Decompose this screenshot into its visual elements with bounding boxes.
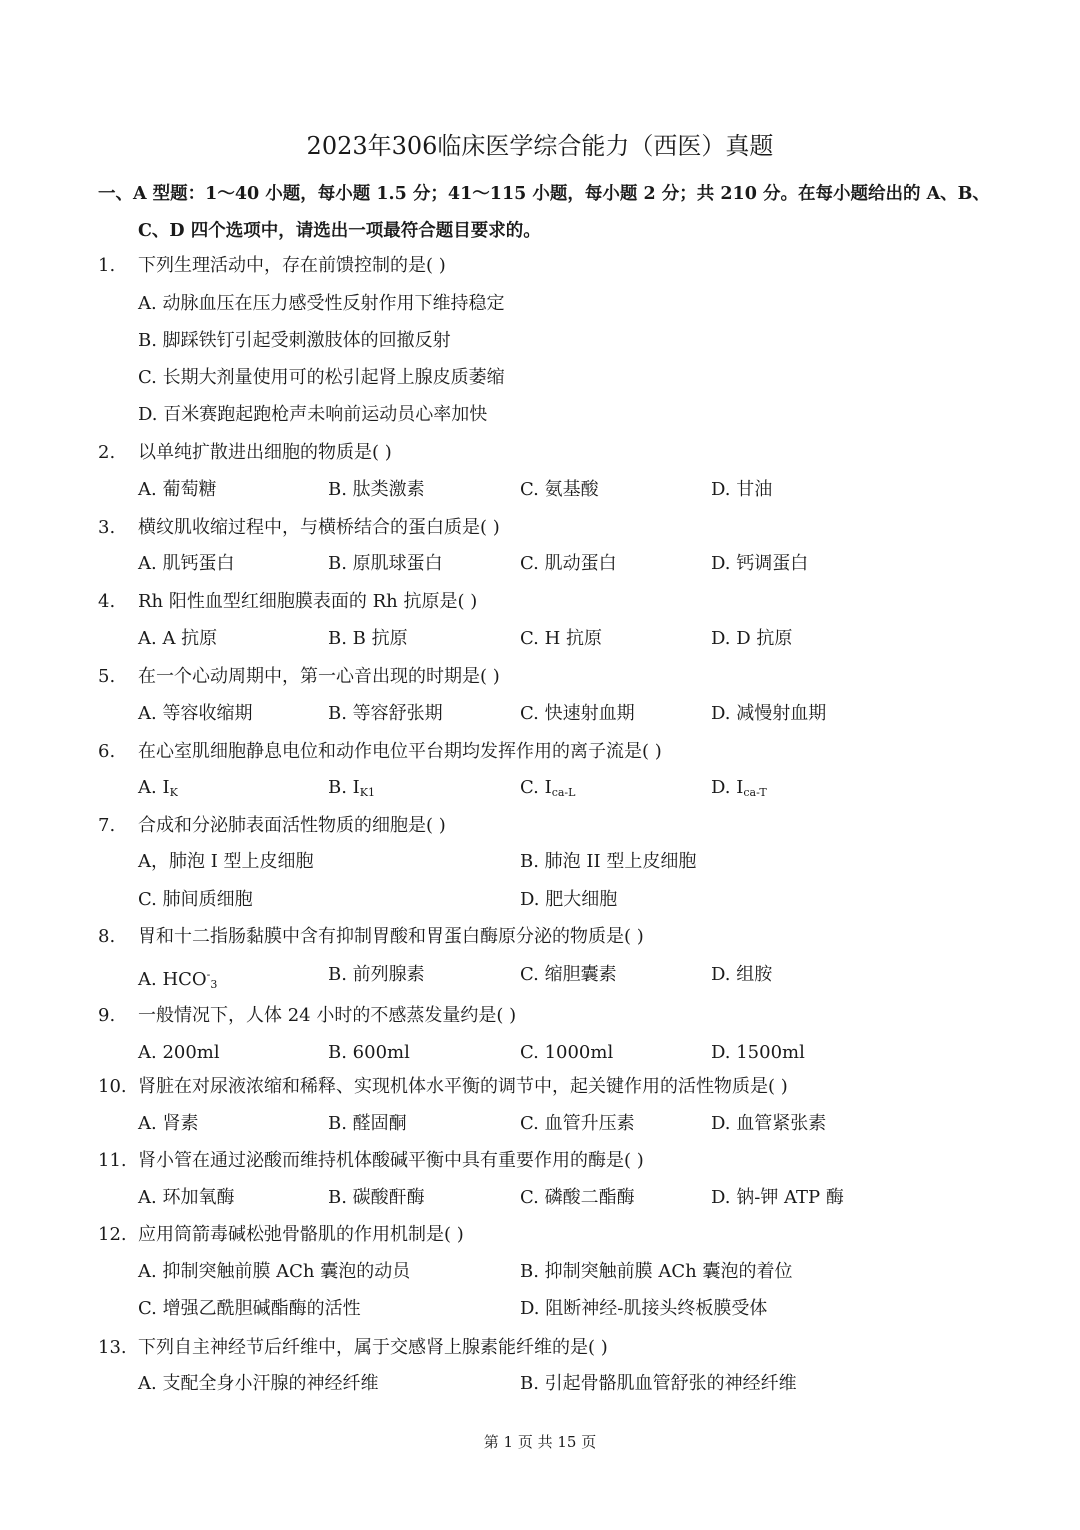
answer-option xyxy=(328,770,375,811)
answer-option: B. 碳酸酐酶 xyxy=(328,1187,425,1208)
option-text: D. I xyxy=(711,777,744,798)
answer-option: B. B 抗原 xyxy=(328,628,408,649)
options-row xyxy=(0,621,1080,657)
answer-option: D. 钠-钾 ATP 酶 xyxy=(711,1187,844,1208)
question-text: 肾小管在通过泌酸而维持机体酸碱平衡中具有重要作用的酶是( ) xyxy=(138,1150,644,1171)
answer-option: B. 醛固酮 xyxy=(328,1113,407,1134)
answer-option: C. 肌动蛋白 xyxy=(520,553,617,574)
options-row xyxy=(0,1106,1080,1142)
answer-option: A. 肌钙蛋白 xyxy=(138,553,235,574)
answer-option: B. 原肌球蛋白 xyxy=(328,553,443,574)
question-number: 7. xyxy=(98,815,116,836)
question-number: 12. xyxy=(98,1224,127,1245)
answer-option: C. 缩胆囊素 xyxy=(520,964,617,985)
answer-option: A. 环加氧酶 xyxy=(138,1187,235,1208)
answer-option xyxy=(520,770,575,811)
question-text: 合成和分泌肺表面活性物质的细胞是( ) xyxy=(138,815,446,836)
answer-option: B. 前列腺素 xyxy=(328,964,425,985)
option-subscript: K xyxy=(169,786,178,799)
question-text: 肾脏在对尿液浓缩和稀释、实现机体水平衡的调节中，起关键作用的活性物质是( ) xyxy=(138,1076,788,1097)
answer-option: A. 葡萄糖 xyxy=(138,479,217,500)
question-number: 9. xyxy=(98,1005,116,1026)
options-row xyxy=(0,696,1080,732)
option-text: A. HCO xyxy=(138,969,207,990)
question-number: 4. xyxy=(98,591,116,612)
question-number: 13. xyxy=(98,1337,127,1358)
option-superscript: - xyxy=(206,968,211,981)
question-text: 以单纯扩散进出细胞的物质是( ) xyxy=(138,442,392,463)
options-row xyxy=(0,844,1080,880)
options-row xyxy=(0,1180,1080,1216)
answer-option: B. 抑制突触前膜 ACh 囊泡的着位 xyxy=(520,1261,793,1282)
answer-option: D. 1500ml xyxy=(711,1042,805,1063)
options-row xyxy=(0,546,1080,582)
question-text: 胃和十二指肠黏膜中含有抑制胃酸和胃蛋白酶原分泌的物质是( ) xyxy=(138,926,644,947)
answer-option: B. 肺泡 II 型上皮细胞 xyxy=(520,851,697,872)
answer-option xyxy=(138,957,217,1003)
answer-option: D. 钙调蛋白 xyxy=(711,553,809,574)
answer-option: A. A 抗原 xyxy=(138,628,218,649)
options-row xyxy=(0,360,1080,396)
question-number: 8. xyxy=(98,926,116,947)
answer-option: C. 血管升压素 xyxy=(520,1113,635,1134)
answer-option: D. 阻断神经-肌接头终板膜受体 xyxy=(520,1298,768,1319)
section-instructions-line1: 一、A 型题：1～40 小题，每小题 1.5 分；41～115 小题，每小题 2 分；共 210 分。在每小题给出的 A、B、 xyxy=(98,184,990,204)
question-number: 2. xyxy=(98,442,116,463)
answer-option: D. 百米赛跑起跑枪声未响前运动员心率加快 xyxy=(138,404,488,425)
options-row xyxy=(0,882,1080,918)
option-text: B. I xyxy=(328,777,360,798)
question-number: 1. xyxy=(98,255,116,276)
page-title: 2023年306临床医学综合能力（西医）真题 xyxy=(306,132,774,160)
option-subscript: 3 xyxy=(210,978,218,991)
question-number: 11. xyxy=(98,1150,127,1171)
question-number: 10. xyxy=(98,1076,127,1097)
options-row xyxy=(0,286,1080,322)
options-row xyxy=(0,323,1080,359)
answer-option: D. 血管紧张素 xyxy=(711,1113,827,1134)
options-row xyxy=(0,1291,1080,1327)
options-row xyxy=(0,1366,1080,1402)
option-subscript: K1 xyxy=(359,786,375,799)
options-row xyxy=(0,1035,1080,1071)
answer-option: B. 引起骨骼肌血管舒张的神经纤维 xyxy=(520,1373,797,1394)
option-text: A. I xyxy=(138,777,170,798)
question-text: 在一个心动周期中，第一心音出现的时期是( ) xyxy=(138,666,500,687)
answer-option: A，肺泡 I 型上皮细胞 xyxy=(138,851,314,872)
answer-option: C. 磷酸二酯酶 xyxy=(520,1187,635,1208)
page-footer: 第 1 页 共 15 页 xyxy=(483,1433,597,1451)
answer-option: C. 肺间质细胞 xyxy=(138,889,253,910)
answer-option: A. 200ml xyxy=(138,1042,220,1063)
option-text: C. I xyxy=(520,777,552,798)
options-row xyxy=(0,1254,1080,1290)
answer-option: B. 600ml xyxy=(328,1042,410,1063)
answer-option: A. 等容收缩期 xyxy=(138,703,253,724)
answer-option: C. 快速射血期 xyxy=(520,703,635,724)
answer-option xyxy=(711,770,767,811)
answer-option: C. 长期大剂量使用可的松引起肾上腺皮质萎缩 xyxy=(138,367,505,388)
question-text: 下列自主神经节后纤维中，属于交感肾上腺素能纤维的是( ) xyxy=(138,1337,608,1358)
question-number: 3. xyxy=(98,517,116,538)
answer-option: C. 增强乙酰胆碱酯酶的活性 xyxy=(138,1298,361,1319)
answer-option: A. 支配全身小汗腺的神经纤维 xyxy=(138,1373,379,1394)
question-text: 应用筒箭毒碱松弛骨骼肌的作用机制是( ) xyxy=(138,1224,464,1245)
answer-option: C. H 抗原 xyxy=(520,628,602,649)
answer-option: D. 组胺 xyxy=(711,964,773,985)
option-subscript: ca-T xyxy=(743,786,767,799)
answer-option: A. 抑制突触前膜 ACh 囊泡的动员 xyxy=(138,1261,411,1282)
question-text: 横纹肌收缩过程中，与横桥结合的蛋白质是( ) xyxy=(138,517,500,538)
options-row xyxy=(0,957,1080,993)
question-text: Rh 阳性血型红细胞膜表面的 Rh 抗原是( ) xyxy=(138,591,478,612)
question-number: 5. xyxy=(98,666,116,687)
answer-option: A. 肾素 xyxy=(138,1113,199,1134)
answer-option: B. 等容舒张期 xyxy=(328,703,443,724)
section-instructions-line2: C、D 四个选项中，请选出一项最符合题目要求的。 xyxy=(138,221,541,241)
options-row xyxy=(0,472,1080,508)
option-subscript: ca-L xyxy=(551,786,576,799)
answer-option: C. 氨基酸 xyxy=(520,479,599,500)
answer-option: D. 减慢射血期 xyxy=(711,703,827,724)
answer-option: D. 甘油 xyxy=(711,479,773,500)
answer-option: B. 肽类激素 xyxy=(328,479,425,500)
section-instructions xyxy=(98,176,998,250)
answer-option: B. 脚踩铁钉引起受刺激肢体的回撤反射 xyxy=(138,330,451,351)
question-text: 一般情况下，人体 24 小时的不感蒸发量约是( ) xyxy=(138,1005,517,1026)
answer-option: D. 肥大细胞 xyxy=(520,889,618,910)
answer-option xyxy=(138,770,178,811)
answer-option: A. 动脉血压在压力感受性反射作用下维持稳定 xyxy=(138,293,505,314)
options-row xyxy=(0,770,1080,806)
question-number: 6. xyxy=(98,741,116,762)
answer-option: C. 1000ml xyxy=(520,1042,614,1063)
question-text: 在心室肌细胞静息电位和动作电位平台期均发挥作用的离子流是( ) xyxy=(138,741,662,762)
answer-option: D. D 抗原 xyxy=(711,628,793,649)
options-row xyxy=(0,397,1080,433)
question-text: 下列生理活动中，存在前馈控制的是( ) xyxy=(138,255,446,276)
